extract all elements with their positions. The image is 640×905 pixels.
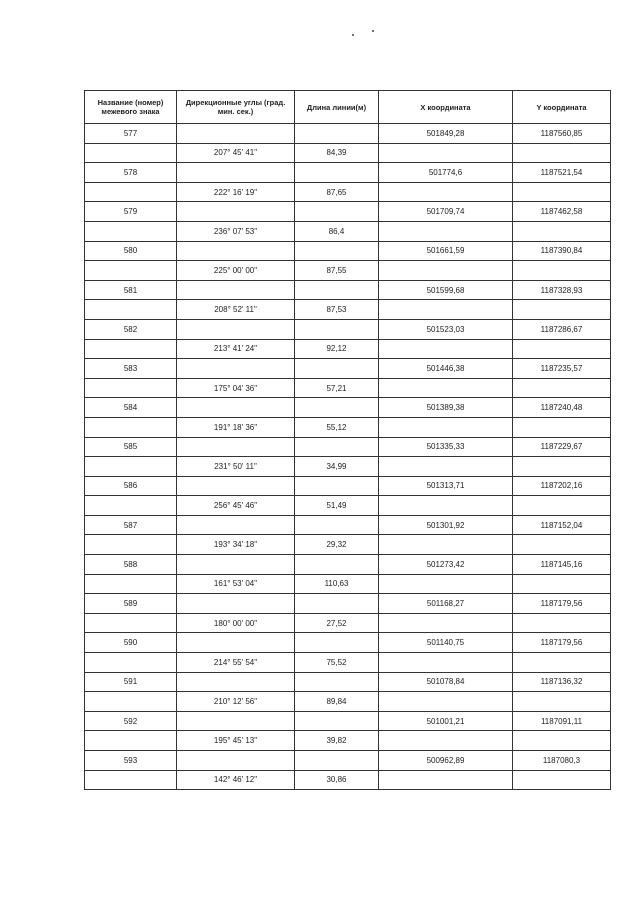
empty-cell [513, 378, 611, 398]
empty-cell [85, 221, 177, 241]
empty-cell [85, 574, 177, 594]
empty-cell [85, 535, 177, 555]
empty-cell [177, 437, 295, 457]
empty-cell [513, 613, 611, 633]
x-coordinate-cell: 501709,74 [379, 202, 513, 222]
x-coordinate-cell: 501661,59 [379, 241, 513, 261]
header-point-name: Название (номер) межевого знака [85, 91, 177, 124]
boundary-coordinates-table [84, 90, 611, 790]
bearing-cell: 231° 50' 11" [177, 457, 295, 477]
empty-cell [379, 143, 513, 163]
point-name-cell: 581 [85, 280, 177, 300]
x-coordinate-cell: 501001,21 [379, 711, 513, 731]
x-coordinate-cell: 500962,89 [379, 751, 513, 771]
y-coordinate-cell: 1187229,67 [513, 437, 611, 457]
point-name-cell: 593 [85, 751, 177, 771]
length-cell: 34,99 [295, 457, 379, 477]
table-row-point [85, 751, 611, 771]
empty-cell [177, 476, 295, 496]
empty-cell [295, 672, 379, 692]
empty-cell [295, 280, 379, 300]
empty-cell [379, 182, 513, 202]
empty-cell [379, 417, 513, 437]
empty-cell [295, 594, 379, 614]
x-coordinate-cell: 501335,33 [379, 437, 513, 457]
empty-cell [295, 319, 379, 339]
length-cell: 29,32 [295, 535, 379, 555]
table-row-segment [85, 496, 611, 516]
length-cell: 87,55 [295, 261, 379, 281]
bearing-cell: 225° 00' 00" [177, 261, 295, 281]
point-name-cell: 590 [85, 633, 177, 653]
table-row-point [85, 398, 611, 418]
table-row-segment [85, 221, 611, 241]
empty-cell [85, 417, 177, 437]
y-coordinate-cell: 1187462,58 [513, 202, 611, 222]
length-cell: 84,39 [295, 143, 379, 163]
empty-cell [295, 633, 379, 653]
x-coordinate-cell: 501849,28 [379, 124, 513, 144]
empty-cell [379, 496, 513, 516]
empty-cell [85, 261, 177, 281]
table-row-segment [85, 182, 611, 202]
point-name-cell: 579 [85, 202, 177, 222]
empty-cell [295, 398, 379, 418]
empty-cell [85, 300, 177, 320]
table-row-segment [85, 417, 611, 437]
bearing-cell: 210° 12' 56" [177, 692, 295, 712]
x-coordinate-cell: 501523,03 [379, 319, 513, 339]
table-row-point [85, 163, 611, 183]
x-coordinate-cell: 501273,42 [379, 555, 513, 575]
y-coordinate-cell: 1187145,16 [513, 555, 611, 575]
x-coordinate-cell: 501313,71 [379, 476, 513, 496]
length-cell: 86,4 [295, 221, 379, 241]
point-name-cell: 583 [85, 359, 177, 379]
table-row-point [85, 594, 611, 614]
point-name-cell: 586 [85, 476, 177, 496]
x-coordinate-cell: 501078,84 [379, 672, 513, 692]
empty-cell [295, 202, 379, 222]
length-cell: 39,82 [295, 731, 379, 751]
empty-cell [379, 613, 513, 633]
table-row-segment [85, 653, 611, 673]
point-name-cell: 588 [85, 555, 177, 575]
empty-cell [177, 515, 295, 535]
table-row-point [85, 555, 611, 575]
empty-cell [295, 241, 379, 261]
y-coordinate-cell: 1187091,11 [513, 711, 611, 731]
empty-cell [177, 751, 295, 771]
point-name-cell: 578 [85, 163, 177, 183]
empty-cell [177, 241, 295, 261]
empty-cell [379, 300, 513, 320]
bearing-cell: 208° 52' 11" [177, 300, 295, 320]
table-row-segment [85, 535, 611, 555]
empty-cell [379, 731, 513, 751]
table-row-segment [85, 339, 611, 359]
empty-cell [513, 261, 611, 281]
empty-cell [295, 555, 379, 575]
empty-cell [85, 653, 177, 673]
table-row-point [85, 202, 611, 222]
empty-cell [379, 653, 513, 673]
point-name-cell: 589 [85, 594, 177, 614]
length-cell: 51,49 [295, 496, 379, 516]
scan-speck [372, 30, 374, 32]
empty-cell [295, 163, 379, 183]
empty-cell [85, 143, 177, 163]
point-name-cell: 582 [85, 319, 177, 339]
bearing-cell: 213° 41' 24" [177, 339, 295, 359]
bearing-cell: 180° 00' 00" [177, 613, 295, 633]
empty-cell [85, 731, 177, 751]
x-coordinate-cell: 501446,38 [379, 359, 513, 379]
bearing-cell: 222° 16' 19" [177, 182, 295, 202]
empty-cell [85, 770, 177, 790]
table-row-segment [85, 574, 611, 594]
point-name-cell: 577 [85, 124, 177, 144]
length-cell: 89,84 [295, 692, 379, 712]
table-row-point [85, 515, 611, 535]
y-coordinate-cell: 1187560,85 [513, 124, 611, 144]
table-row-point [85, 124, 611, 144]
table-row-point [85, 672, 611, 692]
empty-cell [513, 574, 611, 594]
point-name-cell: 584 [85, 398, 177, 418]
y-coordinate-cell: 1187179,56 [513, 594, 611, 614]
empty-cell [177, 711, 295, 731]
empty-cell [177, 202, 295, 222]
table-header-row [85, 91, 611, 124]
bearing-cell: 191° 18' 36" [177, 417, 295, 437]
x-coordinate-cell: 501599,68 [379, 280, 513, 300]
empty-cell [85, 613, 177, 633]
empty-cell [177, 672, 295, 692]
point-name-cell: 591 [85, 672, 177, 692]
point-name-cell: 580 [85, 241, 177, 261]
point-name-cell: 592 [85, 711, 177, 731]
bearing-cell: 161° 53' 04" [177, 574, 295, 594]
bearing-cell: 236° 07' 53" [177, 221, 295, 241]
table-row-point [85, 437, 611, 457]
y-coordinate-cell: 1187390,84 [513, 241, 611, 261]
empty-cell [295, 476, 379, 496]
header-length: Длина линии(м) [295, 91, 379, 124]
empty-cell [513, 731, 611, 751]
table-row-point [85, 280, 611, 300]
length-cell: 87,53 [295, 300, 379, 320]
table-row-segment [85, 261, 611, 281]
length-cell: 110,63 [295, 574, 379, 594]
length-cell: 30,86 [295, 770, 379, 790]
empty-cell [513, 300, 611, 320]
empty-cell [177, 633, 295, 653]
table-row-point [85, 241, 611, 261]
empty-cell [85, 339, 177, 359]
table-row-segment [85, 731, 611, 751]
empty-cell [295, 751, 379, 771]
y-coordinate-cell: 1187521,54 [513, 163, 611, 183]
empty-cell [379, 535, 513, 555]
scan-speck [352, 34, 354, 36]
table-row-point [85, 633, 611, 653]
empty-cell [177, 398, 295, 418]
table-row-segment [85, 692, 611, 712]
table-row-point [85, 359, 611, 379]
table-row-segment [85, 457, 611, 477]
empty-cell [513, 182, 611, 202]
length-cell: 57,21 [295, 378, 379, 398]
y-coordinate-cell: 1187080,3 [513, 751, 611, 771]
empty-cell [177, 359, 295, 379]
empty-cell [85, 182, 177, 202]
empty-cell [295, 711, 379, 731]
x-coordinate-cell: 501774,6 [379, 163, 513, 183]
empty-cell [177, 163, 295, 183]
empty-cell [513, 221, 611, 241]
length-cell: 27,52 [295, 613, 379, 633]
x-coordinate-cell: 501389,38 [379, 398, 513, 418]
empty-cell [513, 417, 611, 437]
header-y-coordinate: Y координата [513, 91, 611, 124]
point-name-cell: 587 [85, 515, 177, 535]
empty-cell [85, 496, 177, 516]
table-row-point [85, 711, 611, 731]
bearing-cell: 256° 45' 46" [177, 496, 295, 516]
empty-cell [379, 457, 513, 477]
bearing-cell: 175° 04' 36" [177, 378, 295, 398]
y-coordinate-cell: 1187179,56 [513, 633, 611, 653]
y-coordinate-cell: 1187286,67 [513, 319, 611, 339]
empty-cell [295, 437, 379, 457]
y-coordinate-cell: 1187240,48 [513, 398, 611, 418]
table-row-point [85, 476, 611, 496]
empty-cell [513, 143, 611, 163]
empty-cell [379, 692, 513, 712]
empty-cell [379, 574, 513, 594]
table-row-segment [85, 300, 611, 320]
length-cell: 92,12 [295, 339, 379, 359]
table-row-segment [85, 143, 611, 163]
x-coordinate-cell: 501301,92 [379, 515, 513, 535]
empty-cell [85, 378, 177, 398]
table-row-segment [85, 770, 611, 790]
length-cell: 75,52 [295, 653, 379, 673]
empty-cell [379, 339, 513, 359]
empty-cell [379, 378, 513, 398]
empty-cell [513, 653, 611, 673]
empty-cell [513, 770, 611, 790]
empty-cell [379, 221, 513, 241]
x-coordinate-cell: 501168,27 [379, 594, 513, 614]
empty-cell [379, 770, 513, 790]
header-bearing: Дирекционные углы (град. мин. сек.) [177, 91, 295, 124]
empty-cell [513, 692, 611, 712]
table-row-point [85, 319, 611, 339]
y-coordinate-cell: 1187235,57 [513, 359, 611, 379]
y-coordinate-cell: 1187202,16 [513, 476, 611, 496]
empty-cell [177, 594, 295, 614]
empty-cell [177, 124, 295, 144]
length-cell: 55,12 [295, 417, 379, 437]
empty-cell [85, 692, 177, 712]
table-row-segment [85, 613, 611, 633]
y-coordinate-cell: 1187328,93 [513, 280, 611, 300]
table-row-segment [85, 378, 611, 398]
empty-cell [379, 261, 513, 281]
bearing-cell: 207° 45' 41" [177, 143, 295, 163]
empty-cell [295, 124, 379, 144]
bearing-cell: 142° 46' 12" [177, 770, 295, 790]
header-x-coordinate: X координата [379, 91, 513, 124]
empty-cell [177, 555, 295, 575]
empty-cell [295, 515, 379, 535]
bearing-cell: 195° 45' 13" [177, 731, 295, 751]
y-coordinate-cell: 1187136,32 [513, 672, 611, 692]
empty-cell [513, 496, 611, 516]
empty-cell [513, 535, 611, 555]
empty-cell [513, 339, 611, 359]
empty-cell [177, 319, 295, 339]
x-coordinate-cell: 501140,75 [379, 633, 513, 653]
length-cell: 87,65 [295, 182, 379, 202]
point-name-cell: 585 [85, 437, 177, 457]
y-coordinate-cell: 1187152,04 [513, 515, 611, 535]
empty-cell [177, 280, 295, 300]
empty-cell [295, 359, 379, 379]
bearing-cell: 214° 55' 54" [177, 653, 295, 673]
bearing-cell: 193° 34' 18" [177, 535, 295, 555]
empty-cell [513, 457, 611, 477]
empty-cell [85, 457, 177, 477]
